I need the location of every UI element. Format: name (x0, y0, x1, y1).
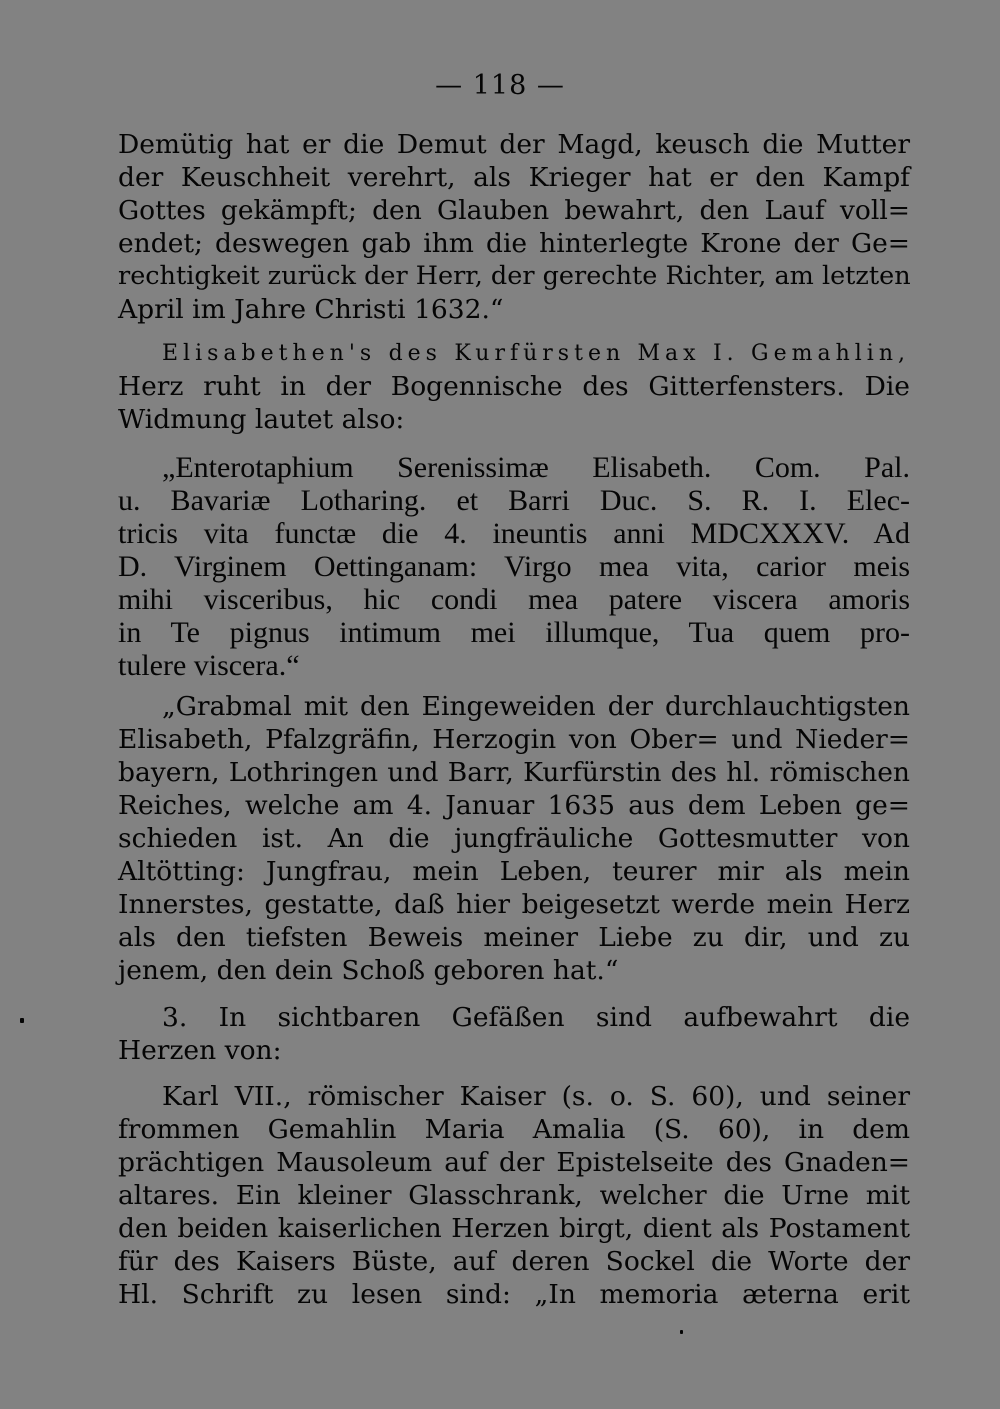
text-line: mihi visceribus, hic condi mea patere viscera amoris (118, 583, 910, 616)
text-line: als den tiefsten Beweis meiner Liebe zu dir, und zu (118, 922, 910, 953)
page-number: — 118 — (435, 70, 565, 101)
text-line: Hl. Schrift zu lesen sind: „In memoria æterna erit (118, 1279, 910, 1310)
text-line: Herzen von: (118, 1035, 282, 1066)
text-line: Altötting: Jungfrau, mein Leben, teurer mir als mein (118, 856, 910, 887)
scan-speck (20, 1018, 24, 1023)
text-line: April im Jahre Christi 1632.“ (118, 294, 504, 325)
text-line: prächtigen Mausoleum auf der Epistelseite des Gnaden= (118, 1147, 910, 1178)
text-line: tulere viscera.“ (118, 649, 300, 682)
text-line: Herz ruht in der Bogennische des Gitterfensters. Die (118, 371, 910, 402)
text-line: Karl VII., römischer Kaiser (s. o. S. 60), und seiner (162, 1081, 910, 1112)
text-line: der Keuschheit verehrt, als Krieger hat er den Kampf (118, 162, 910, 193)
text-line: altares. Ein kleiner Glasschrank, welcher die Urne mit (118, 1180, 910, 1211)
text-line: Innerstes, gestatte, daß hier beigesetzt werde mein Herz (118, 889, 910, 920)
text-line: für des Kaisers Büste, auf deren Sockel die Worte der (118, 1246, 910, 1277)
text-line: frommen Gemahlin Maria Amalia (S. 60), in dem (118, 1114, 910, 1145)
text-line: schieden ist. An die jungfräuliche Gottesmutter von (118, 823, 910, 854)
text-line: Elisabethen's des Kurfürsten Max I. Gemahlin, (162, 341, 910, 366)
text-line: endet; deswegen gab ihm die hinterlegte Krone der Ge= (118, 228, 910, 259)
text-line: tricis vita functæ die 4. ineuntis anni MDCXXXV. Ad (118, 517, 910, 550)
text-line: in Te pignus intimum mei illumque, Tua quem pro- (118, 616, 910, 649)
text-line: 3. In sichtbaren Gefäßen sind aufbewahrt die (162, 1002, 910, 1033)
text-line: „Grabmal mit den Eingeweiden der durchlauchtigsten (162, 691, 910, 722)
text-line: jenem, den dein Schoß geboren hat.“ (118, 955, 619, 986)
text-line: rechtigkeit zurück der Herr, der gerechte Richter, am letzten (118, 261, 911, 291)
text-line: Widmung lautet also: (118, 404, 405, 435)
text-line: u. Bavariæ Lotharing. et Barri Duc. S. R. I. Elec- (118, 484, 910, 517)
text-line: „Enterotaphium Serenissimæ Elisabeth. Com. Pal. (162, 451, 910, 484)
text-line: Elisabeth, Pfalzgräfin, Herzogin von Ober= und Nieder= (118, 724, 910, 755)
text-line: Demütig hat er die Demut der Magd, keusch die Mutter (118, 129, 910, 160)
text-line: bayern, Lothringen und Barr, Kurfürstin des hl. römischen (118, 757, 910, 788)
text-line: D. Virginem Oettinganam: Virgo mea vita, carior meis (118, 550, 910, 583)
text-line: den beiden kaiserlichen Herzen birgt, dient als Postament (118, 1213, 910, 1244)
scan-speck (680, 1330, 683, 1334)
text-line: Reiches, welche am 4. Januar 1635 aus dem Leben ge= (118, 790, 910, 821)
text-line: Gottes gekämpft; den Glauben bewahrt, den Lauf voll= (118, 195, 910, 226)
